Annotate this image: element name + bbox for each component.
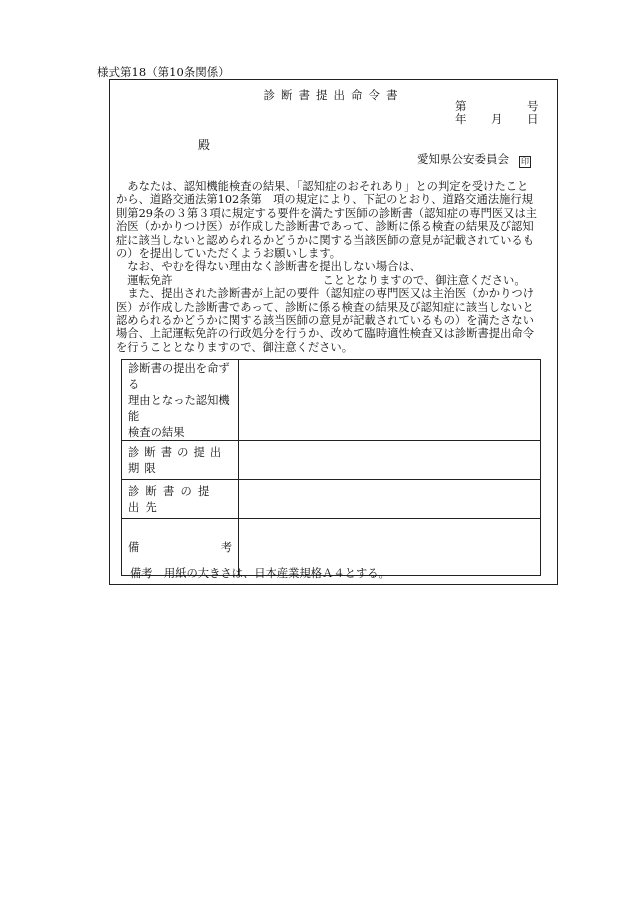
addressee-suffix: 殿: [198, 138, 211, 152]
license-line: [116, 274, 550, 287]
footnote: 備考 用紙の大きさは、日本産業規格Ａ４とする。: [130, 567, 390, 580]
table-row: [122, 441, 541, 480]
body-line: 認められるかどうかに関する該当医師の意見が記載されているもの）を満たさない: [116, 314, 534, 328]
body-line: あなたは、認知機能検査の結果、「認知症のおそれあり」との判定を受けたこと: [127, 180, 529, 193]
number-suffix: 号: [527, 99, 539, 113]
issuer-line: [417, 151, 531, 168]
reason-value-cell[interactable]: [239, 360, 541, 441]
body-line: 症に該当しないと認められるかどうかに関する当該医師の意見が記載されているも: [116, 233, 534, 247]
date-year: 年: [455, 112, 467, 126]
seal-icon: 印: [521, 157, 529, 166]
deadline-value-cell[interactable]: [239, 441, 541, 480]
body-line: の）を提出していただくようお願いします。: [116, 247, 342, 261]
form-number-label: 様式第18（第10条関係）: [97, 65, 230, 79]
body-line: 治医（かかりつけ医）が作成した診断書であって、診断に係る検査の結果及び認知: [116, 220, 534, 234]
issuer-name: 愛知県公安委員会: [417, 152, 509, 166]
document-body: [116, 180, 550, 354]
body-line: 場合、上記運転免許の行政処分を行うか、改めて臨時適性検査又は診断書提出命令: [116, 327, 534, 341]
date-month: 月: [491, 112, 503, 126]
body-line: 則第29条の３第３項に規定する要件を満たす医師の診断書（認知症の専門医又は主: [116, 206, 538, 220]
body-line: から、道路交通法第102条第 項の規定により、下記のとおり、道路交通法施行規: [116, 193, 533, 207]
deadline-label: 診断書の提出期限: [122, 441, 239, 480]
table-row: [122, 480, 541, 519]
details-table: [121, 359, 541, 576]
body-line: を行うこととなりますので、御注意ください。: [116, 340, 354, 354]
document-frame: [109, 79, 558, 585]
remarks-label: 備 考: [122, 519, 239, 576]
body-line: 医）が作成した診断書であって、診断に係る検査の結果及び認知症に該当しないと: [116, 300, 534, 314]
number-prefix: 第: [455, 99, 467, 113]
license-line-left: 運転免許: [127, 273, 173, 287]
license-line-right: こととなりますので、御注意ください。: [322, 273, 526, 287]
reason-label: 診断書の提出を命ずる 理由となった認知機能 検査の結果: [122, 360, 239, 441]
destination-label: 診断書の提出先: [122, 480, 239, 519]
body-line: また、提出された診断書が上記の要件（認知症の専門医又は主治医（かかりつけ: [127, 287, 534, 301]
date-day: 日: [527, 112, 539, 126]
document-title: 診断書提出命令書: [263, 88, 404, 102]
table-row: [122, 360, 541, 441]
destination-value-cell[interactable]: [239, 480, 541, 519]
body-line: なお、やむを得ない理由なく診断書を提出しない場合は、: [127, 260, 422, 274]
